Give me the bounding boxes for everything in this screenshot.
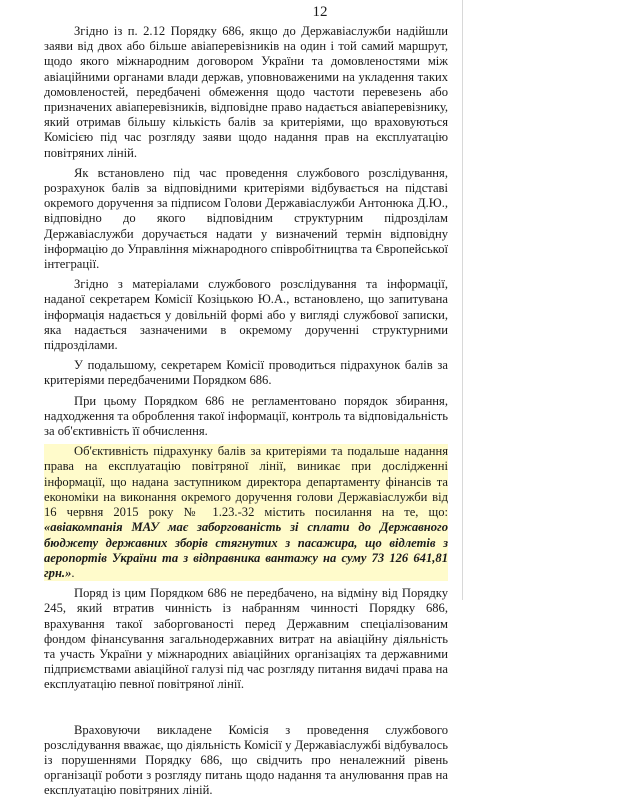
paragraph-5: При цьому Порядком 686 не регламентовано порядок збирання, надходження та оброблення такої інформації, контроль та відповідальність за об'єктивність її обчислення. — [44, 393, 448, 439]
page-edge-line — [462, 0, 463, 600]
highlighted-paragraph-tail: . — [71, 565, 75, 580]
paragraph-2: Як встановлено під час проведення службового розслідування, розрахунок балів за відповідними критеріями відбувається на підставі окремого доручення за підписом Голови Державіаслужби Антонюка Д.Ю., відповідно до якого відповідним структурним підрозділам Державіаслужби доручається надати у визначений термін відповідну інформацію до Управління міжнародного співробітництва та Європейської інтеграції. — [44, 165, 448, 272]
paragraph-4: У подальшому, секретарем Комісії проводиться підрахунок балів за критеріями передбаченими Порядком 686. — [44, 358, 448, 388]
page-number: 12 — [312, 4, 328, 20]
conclusion-paragraph: Враховуючи викладене Комісія з проведення службового розслідування вважає, що діяльність Комісії у Державіаслужбі відбувалось із порушеннями Порядку 686, що свідчить про неналежний рівень організації роботи з розгляду питань щодо надання та анулювання прав на експлуатацію повітряних ліній. — [44, 722, 448, 798]
paragraph-7: Поряд із цим Порядком 686 не передбачено, на відміну від Порядку 245, який втратив чинність із набранням чинності Порядку 686, врахування такої заборгованості перед Державним спеціалізованим фондом фінансування загальнодержавних витрат на авіаційну діяльність та участь України у міжнародних авіаційних організаціях та державними підприємствами авіаційної галузі під час розгляду питання видачі права на експлуатацію певної повітряної лінії. — [44, 586, 448, 692]
highlighted-paragraph-text: Об'єктивність підрахунку балів за критеріями та подальше надання права на експлуатацію повітряної лінії, виникає при дослідженні інформації, що надана заступником директора департаменту фінансів та економіки на виконання окремого доручення голови Державіаслужби від 16 червня 2015 року № 1.23.-32 містить посилання на те, що: — [44, 444, 448, 520]
document-body — [44, 24, 448, 804]
paragraph-3: Згідно з матеріалами службового розслідування та інформації, наданої секретарем Комісії Козіцькою Ю.А., встановлено, що запитувана інформація надається у довільній формі або у вигляді службової записки, яка надається зазначеними в окремому дорученні структурними підрозділами. — [44, 277, 448, 353]
paragraph-1: Згідно із п. 2.12 Порядку 686, якщо до Державіаслужби надійшли заяви від двох або більше авіаперевізників на один і той самий маршрут, щодо якого міжнародним договором України та домовленостями між авіаційними органами влади держав, уповноваженими на укладення таких домовленостей, передбачені обмеження щодо частоти перевезень або призначених авіаперевізників, відповідне право надається авіаперевізнику, який отримав більшу кількість балів за критеріями, що враховуються Комісією під час розгляду заяви щодо надання прав на експлуатацію повітряних ліній. — [44, 24, 448, 160]
highlighted-paragraph — [44, 444, 448, 581]
quoted-debt-statement: «авіакомпанія МАУ має заборгованість зі сплати до Державного бюджету державних зборів стягнутих з пасажира, що відлетів з аеропортів України та з відправника вантажу на суму 73 126 641,81 грн.» — [44, 520, 448, 580]
